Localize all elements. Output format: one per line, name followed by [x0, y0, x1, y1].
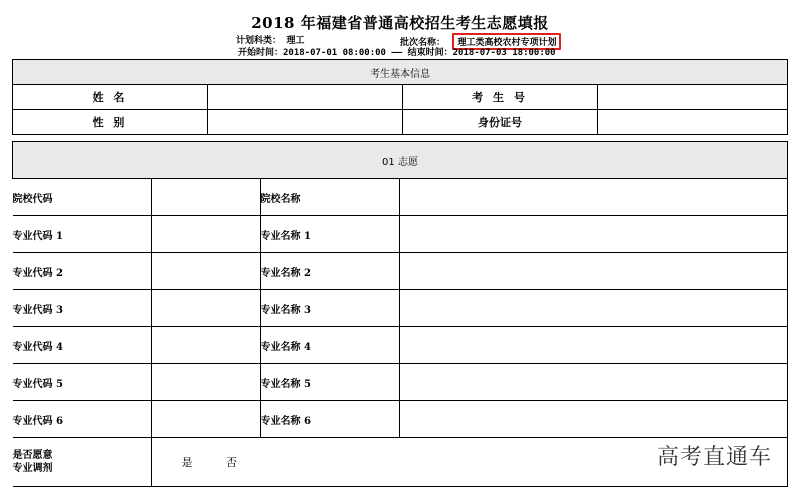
adjust-label-line-2: 专业调剂 — [12, 463, 53, 474]
school-code-field[interactable] — [151, 179, 260, 216]
adjust-no-option[interactable]: 否 — [226, 456, 237, 469]
major-name-label-2: 专业名称 2 — [260, 253, 399, 290]
plan-type-value: 理工 — [286, 36, 305, 46]
gender-field[interactable] — [208, 110, 403, 135]
major-name-field-6[interactable] — [399, 401, 788, 438]
major-code-field-4[interactable] — [151, 327, 260, 364]
adjust-label — [13, 438, 152, 487]
plan-type-label: 计划科类： — [236, 36, 282, 46]
major-name-label-5: 专业名称 5 — [260, 364, 399, 401]
major-code-label-4: 专业代码 4 — [13, 327, 152, 364]
major-code-label-5: 专业代码 5 — [13, 364, 152, 401]
major-code-label-3: 专业代码 3 — [13, 290, 152, 327]
time-range: 开始时间：2018-07-01 08:00:00 —— 结束时间：2018-07-03 18:00:00 — [238, 48, 556, 58]
major-name-field-3[interactable] — [399, 290, 788, 327]
page-title: 2018 年福建省普通高校招生考生志愿填报 — [251, 14, 549, 32]
major-name-field-2[interactable] — [399, 253, 788, 290]
major-name-label-4: 专业名称 4 — [260, 327, 399, 364]
major-code-field-3[interactable] — [151, 290, 260, 327]
name-field[interactable] — [208, 85, 403, 110]
major-name-label-3: 专业名称 3 — [260, 290, 399, 327]
basic-info-header: 考生基本信息 — [13, 60, 788, 85]
adjust-yes-option[interactable]: 是 — [181, 456, 193, 469]
major-code-field-5[interactable] — [151, 364, 260, 401]
school-name-label: 院校名称 — [260, 179, 399, 216]
adjust-label-line-1: 是否愿意 — [12, 450, 53, 461]
major-code-label-1: 专业代码 1 — [13, 216, 152, 253]
major-name-field-4[interactable] — [399, 327, 788, 364]
id-field[interactable] — [598, 110, 788, 135]
major-code-label-2: 专业代码 2 — [13, 253, 152, 290]
batch-name-value: 理工类高校农村专项计划 — [452, 33, 561, 50]
major-code-field-1[interactable] — [151, 216, 260, 253]
gender-label: 性 别 — [13, 110, 208, 135]
exam-no-field[interactable] — [598, 85, 788, 110]
id-label: 身份证号 — [403, 110, 598, 135]
choice-table — [12, 141, 788, 487]
major-code-label-6: 专业代码 6 — [13, 401, 152, 438]
exam-no-label: 考 生 号 — [403, 85, 598, 110]
school-name-field[interactable] — [399, 179, 788, 216]
major-code-field-6[interactable] — [151, 401, 260, 438]
major-code-field-2[interactable] — [151, 253, 260, 290]
basic-info-table — [12, 59, 788, 135]
school-code-label: 院校代码 — [13, 179, 152, 216]
major-name-label-1: 专业名称 1 — [260, 216, 399, 253]
batch-name-label: 批次名称： — [400, 38, 446, 48]
watermark: 高考直通车 — [656, 445, 772, 470]
major-name-label-6: 专业名称 6 — [260, 401, 399, 438]
major-name-field-1[interactable] — [399, 216, 788, 253]
choice-header: 01 志愿 — [13, 142, 788, 179]
major-name-field-5[interactable] — [399, 364, 788, 401]
name-label: 姓 名 — [13, 85, 208, 110]
